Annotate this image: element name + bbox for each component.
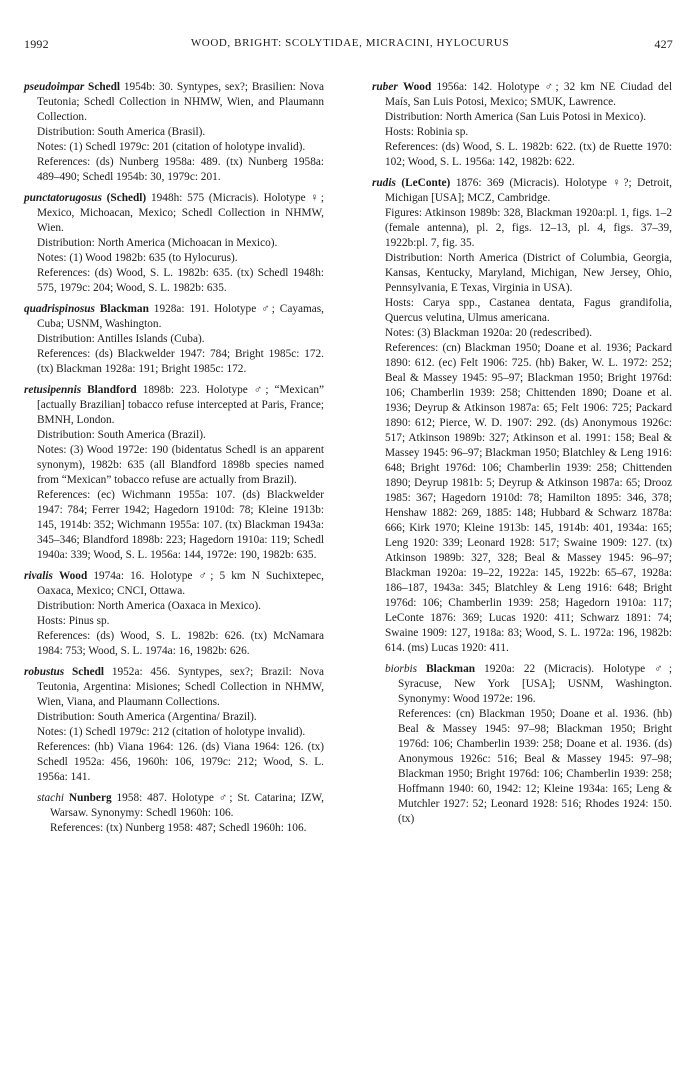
entry-detail-line: References: (ds) Wood, S. L. 1982b: 626. (tx) McNamara 1984: 753; Wood, S. L. 1974a: 16, 1982b: 626. xyxy=(37,630,324,657)
species-author: Schedl xyxy=(72,666,105,678)
entry-text: 1920a: 22 (Micracis). Holotype ♂; Syracuse, New York [USA]; USNM, Washington. Synonymy: Wood 1972e: 196. xyxy=(398,663,673,705)
entry-detail-line: Distribution: North America (Oaxaca in Mexico). xyxy=(37,600,261,612)
entry-head-line xyxy=(372,80,672,110)
entry-text: 1974a: 16. Holotype ♂; 5 km N Suchixtepec, Oaxaca, Mexico; CNCI, Ottawa. xyxy=(37,570,324,597)
species-entry xyxy=(24,302,324,377)
entry-detail-line: References: (ds) Blackwelder 1947: 784; Bright 1985c: 172. (tx) Blackman 1928a: 191; Bright 1985c: 172. xyxy=(37,348,324,375)
entry-detail-line: References: (tx) Nunberg 1958: 487; Schedl 1960h: 106. xyxy=(50,822,307,834)
entry-detail-line: References: (ds) Nunberg 1958a: 489. (tx) Nunberg 1958a: 489–490; Schedl 1954b: 30, 1979c: 201. xyxy=(37,156,324,183)
entry-head-line xyxy=(24,383,324,428)
entry-text: 1952a: 456. Syntypes, sex?; Brazil: Nova Teutonia, Argentina: Misiones; Schedl Collection in NHMW, Wien, Viana, and Plaumann Collections. xyxy=(37,666,325,708)
entry-text: 1956a: 142. Holotype ♂; 32 km NE Ciudad del Maís, San Luis Potosi, Mexico; SMUK, Lawrence. xyxy=(385,81,672,108)
entry-detail-line: Hosts: Pinus sp. xyxy=(37,615,110,627)
entry-head-line xyxy=(24,191,324,236)
entry-text: 1948h: 575 (Micracis). Holotype ♀; Mexico, Michoacan, Mexico; Schedl Collection in NHMW, Wien. xyxy=(37,192,324,234)
header-year: 1992 xyxy=(24,37,49,51)
entry-detail-line: References: (ec) Wichmann 1955a: 107. (ds) Blackwelder 1947: 784; Ferrer 1942; Hagedorn 1910d: 78; Kleine 1913b: 145, 1914b: 352; Wichmann 1955a: 107. (tx) Blackman 1943a: 345–346; Blandford 1898b: 223; Hagedorn 1910a: 119; Schedl 1940a: 339; Wood, S. L. 1956a: 144, 1972e: 190, 1982b: 635. xyxy=(37,489,324,561)
entry-head-line xyxy=(37,791,324,821)
species-name: robustus xyxy=(24,666,65,678)
entry-text: 1876: 369 (Micracis). Holotype ♀?; Detroit, Michigan [USA]; MCZ, Cambridge. xyxy=(385,177,672,204)
species-name: rivalis xyxy=(24,570,53,582)
header-page-number: 427 xyxy=(654,37,673,51)
species-author: Blackman xyxy=(426,663,476,675)
entry-text: 1898b: 223. Holotype ♂; “Mexican” [actually Brazilian] tobacco refuse intercepted at Paris, France; BMNH, London. xyxy=(37,384,325,426)
entry-detail-line: Distribution: North America (San Luis Potosi in Mexico). xyxy=(385,111,647,123)
header-running-title: WOOD, BRIGHT: SCOLYTIDAE, MICRACINI, HYLOCURUS xyxy=(190,37,510,49)
left-column xyxy=(24,80,324,842)
entry-detail-line: Notes: (1) Schedl 1979c: 212 (citation of holotype invalid). xyxy=(37,726,306,738)
species-name: quadrispinosus xyxy=(24,303,95,315)
entry-detail-line: References: (ds) Wood, S. L. 1982b: 635. (tx) Schedl 1948h: 575, 1979c: 204; Wood, S. L. 1982b: 635. xyxy=(37,267,324,294)
entry-detail-line: Distribution: South America (Brasil). xyxy=(37,126,206,138)
species-entry xyxy=(24,383,324,563)
species-name: ruber xyxy=(372,81,398,93)
entry-detail-line: Notes: (1) Schedl 1979c: 201 (citation of holotype invalid). xyxy=(37,141,306,153)
entry-text: 1954b: 30. Syntypes, sex?; Brasilien: Nova Teutonia; Schedl Collection in NHMW, Wien, and Plaumann Collection. xyxy=(37,81,324,123)
entry-head-line xyxy=(24,302,324,332)
entry-detail-line: References: (hb) Viana 1964: 126. (ds) Viana 1964: 126. (tx) Schedl 1952a: 456, 1960h: 106, 1979c: 212; Wood, S. L. 1956a: 141. xyxy=(37,741,324,783)
species-author: (LeConte) xyxy=(401,177,451,189)
entry-head-line xyxy=(24,80,324,125)
entry-head-line xyxy=(385,662,672,707)
entry-detail-line: References: (cn) Blackman 1950; Doane et al. 1936; Packard 1890: 612. (ec) Felt 1906: 725. (hb) Baker, W. L. 1972: 252; Beal & Massey 1945: 95–97; Blackman 1950; Bright 1976d: 106; Chamberlin 1939: 258; Chittenden 1890; Doane et al. 1936; Deyrup & Atkinson 1987a: 65; Felt 1906: 725; Packard 1890: 612; Pierce, W. D. 1907: 292. (ds) Anonymous 1926c: 517; Atkinson 1989b: 327; Atkinson et al. 1991: 158; Beal & Massey 1945: 96–97; Blackman 1950; Blatchley & Leng 1916: 648; Bright 1976d: 106; Chamberlin 1939: 258; Chittenden 1890; Deyrup 1981b: 5; Deyrup & Atkinson 1987a: 65; Drooz 1985: 367; Hagedorn 1910d: 78; Hamilton 1895: 346, 378; Henshaw 1882: 269, 1885: 148; Hubbard & Schwarz 1878a: 666; Kirk 1970; Kleine 1913b: 145, 1914b: 401, 1934a: 165; Leng 1920: 339; Leonard 1928: 517; Swaine 1909: 127. (tx) Atkinson 1989b: 327, 328; Beal & Massey 1945: 96–97; Blackman 1920a: 19–22, 1922a: 145, 1922b: 65–67, 1928a: 186–187, 1943a: 345; Blatchley & Leng 1916: 648; Bright 1976d: 106; Chamberlin 1939: 258; Hagedorn 1910a: 117; LeConte 1876: 369; Lucas 1920: 411; Schwarz 1891: 74; Swaine 1909: 127, 1918a: 83; Wood, S. L. 1972a: 196, 1982b: 614. (ms) Lucas 1920: 411. xyxy=(385,342,672,654)
entry-head-line xyxy=(24,569,324,599)
species-name: retusipennis xyxy=(24,384,82,396)
species-name: stachi xyxy=(37,792,64,804)
synonym-entry xyxy=(385,662,672,827)
entry-text: 1958: 487. Holotype ♂; St. Catarina; IZW, Warsaw. Synonymy: Schedl 1960h: 106. xyxy=(50,792,325,819)
species-name: biorbis xyxy=(385,663,418,675)
right-column xyxy=(372,80,672,833)
species-entry xyxy=(372,80,672,170)
entry-detail-line: Distribution: Antilles Islands (Cuba). xyxy=(37,333,205,345)
species-entry xyxy=(24,191,324,296)
entry-detail-line: Notes: (1) Wood 1982b: 635 (to Hylocurus). xyxy=(37,252,238,264)
species-name: pseudoimpar xyxy=(24,81,85,93)
species-entry xyxy=(24,80,324,185)
species-author: (Schedl) xyxy=(106,192,147,204)
entry-detail-line: Figures: Atkinson 1989b: 328, Blackman 1920a:pl. 1, figs. 1–2 (female antenna), pl. 2, figs. 12–13, pl. 4, figs. 37–39, 1922b:pl. 7, fig. 35. xyxy=(385,207,672,249)
species-author: Wood xyxy=(58,570,88,582)
species-entry xyxy=(372,176,672,656)
entry-detail-line: Notes: (3) Blackman 1920a: 20 (redescribed). xyxy=(385,327,593,339)
entry-text: 1928a: 191. Holotype ♂; Cayamas, Cuba; USNM, Washington. xyxy=(37,303,325,330)
entry-detail-line: References: (cn) Blackman 1950; Doane et al. 1936. (hb) Beal & Massey 1945: 97–98; Blackman 1950; Bright 1976d: 106; Chamberlin 1939: 258; Doane et al. 1936. (ds) Anonymous 1926c: 516; Beal & Massey 1945: 97–98; Blackman 1950; Bright 1976d: 106; Chamberlin 1939: 258; Hoffmann 1940: 60, 1942: 12; Kleine 1934a: 165; Leng & Mutchler 1927: 52; Leonard 1928: 516; Rhodes 1924: 150. (tx) xyxy=(398,708,672,825)
species-author: Blackman xyxy=(99,303,149,315)
species-author: Schedl xyxy=(88,81,121,93)
species-author: Wood xyxy=(402,81,432,93)
entry-detail-line: Notes: (3) Wood 1972e: 190 (bidentatus Schedl is an apparent synonym), 1982b: 635 (all Blandford 1898b species named from “Mexican” tobacco refuse are actually from Brazil). xyxy=(37,444,324,486)
entry-head-line xyxy=(372,176,672,206)
species-name: rudis xyxy=(372,177,396,189)
entry-head-line xyxy=(24,665,324,710)
species-author: Blandford xyxy=(87,384,137,396)
entry-detail-line: Distribution: South America (Argentina/ Brazil). xyxy=(37,711,257,723)
species-entry xyxy=(24,569,324,659)
entry-detail-line: Distribution: South America (Brazil). xyxy=(37,429,206,441)
entry-detail-line: Hosts: Carya spp., Castanea dentata, Fagus grandifolia, Quercus velutina, Ulmus americana. xyxy=(385,297,672,324)
entry-detail-line: Distribution: North America (District of Columbia, Georgia, Kansas, Kentucky, Maryland, Michigan, New Jersey, Ohio, Pennsylvania, E Texas, Virginia in USA). xyxy=(385,252,672,294)
entry-detail-line: References: (ds) Wood, S. L. 1982b: 622. (tx) de Ruette 1970: 102; Wood, S. L. 1956a: 142, 1982b: 622. xyxy=(385,141,672,168)
species-entry xyxy=(24,665,324,785)
species-name: punctatorugosus xyxy=(24,192,102,204)
entry-detail-line: Hosts: Robinia sp. xyxy=(385,126,469,138)
synonym-entry xyxy=(37,791,324,836)
species-author: Nunberg xyxy=(68,792,112,804)
entry-detail-line: Distribution: North America (Michoacan in Mexico). xyxy=(37,237,278,249)
